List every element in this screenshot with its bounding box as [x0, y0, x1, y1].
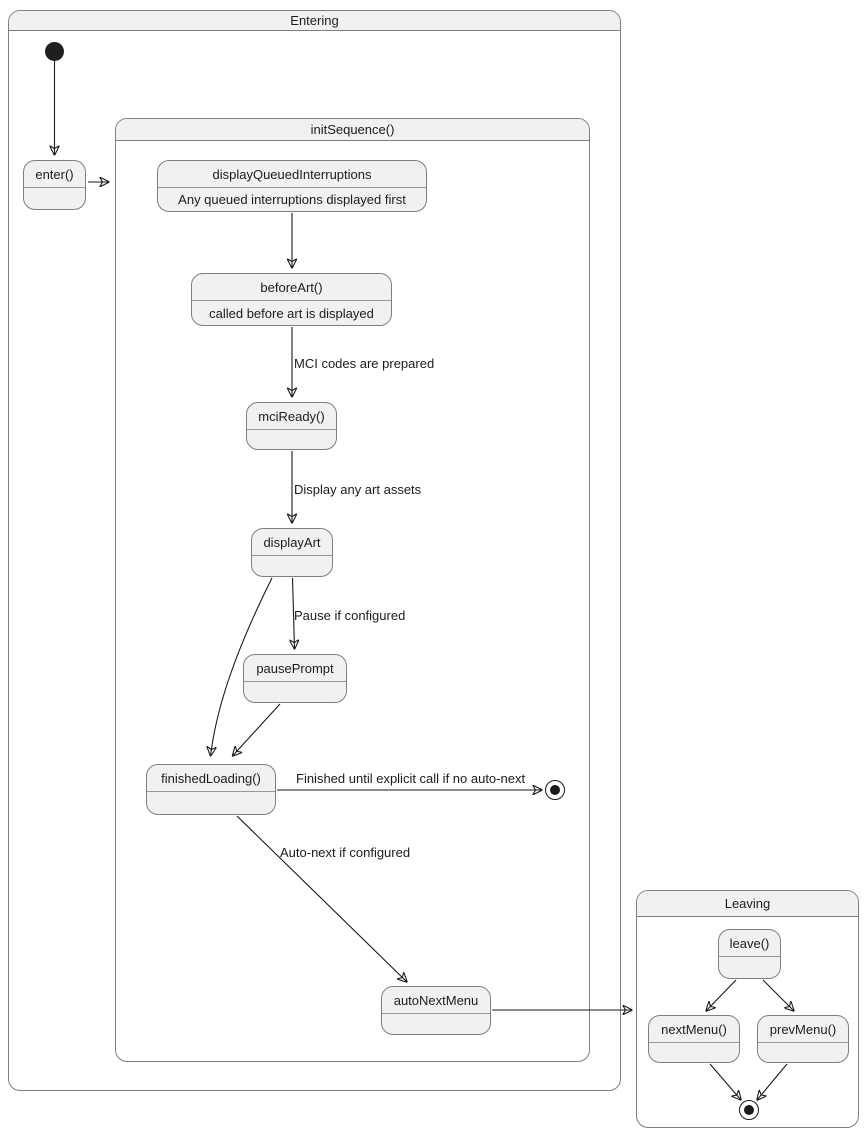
state-auto-next-menu-label: autoNextMenu — [382, 987, 490, 1014]
final-state-node-leaving — [739, 1100, 759, 1120]
composite-state-init-sequence — [115, 118, 590, 1062]
state-display-art — [251, 528, 333, 577]
transition-label-display-any-art: Display any art assets — [294, 482, 422, 497]
state-enter-label: enter() — [24, 161, 85, 188]
state-prev-menu-label: prevMenu() — [758, 1016, 848, 1043]
state-finished-loading-label: finishedLoading() — [147, 765, 275, 792]
state-before-art-label: beforeArt() — [192, 274, 391, 301]
state-before-art-note: called before art is displayed — [209, 305, 374, 321]
final-state-dot — [550, 785, 560, 795]
composite-state-entering-title: Entering — [9, 11, 620, 31]
state-leave — [718, 929, 781, 979]
state-enter — [23, 160, 86, 210]
transition-label-pause-if-configured: Pause if configured — [294, 608, 406, 623]
composite-state-init-sequence-title: initSequence() — [116, 119, 589, 141]
initial-state-node — [45, 42, 64, 61]
state-leave-label: leave() — [719, 930, 780, 957]
state-before-art — [191, 273, 392, 326]
state-display-queued-interruptions — [157, 160, 427, 212]
state-next-menu-label: nextMenu() — [649, 1016, 739, 1043]
state-mci-ready-label: mciReady() — [247, 403, 336, 430]
composite-state-leaving-title: Leaving — [637, 891, 858, 917]
state-display-queued-interruptions-note: Any queued interruptions displayed first — [178, 192, 406, 207]
state-next-menu — [648, 1015, 740, 1063]
transition-label-finished-until: Finished until explicit call if no auto-next — [296, 771, 526, 786]
state-display-queued-interruptions-label: displayQueuedInterruptions — [158, 161, 426, 188]
final-state-node-entering — [545, 780, 565, 800]
composite-state-leaving — [636, 890, 859, 1128]
state-mci-ready — [246, 402, 337, 450]
state-prev-menu — [757, 1015, 849, 1063]
state-pause-prompt — [243, 654, 347, 703]
transition-label-mci-prepared: MCI codes are prepared — [294, 356, 435, 371]
state-display-art-label: displayArt — [252, 529, 332, 556]
final-state-dot — [744, 1105, 754, 1115]
state-finished-loading — [146, 764, 276, 815]
transition-label-auto-next: Auto-next if configured — [280, 845, 411, 860]
state-auto-next-menu — [381, 986, 491, 1035]
state-pause-prompt-label: pausePrompt — [244, 655, 346, 682]
